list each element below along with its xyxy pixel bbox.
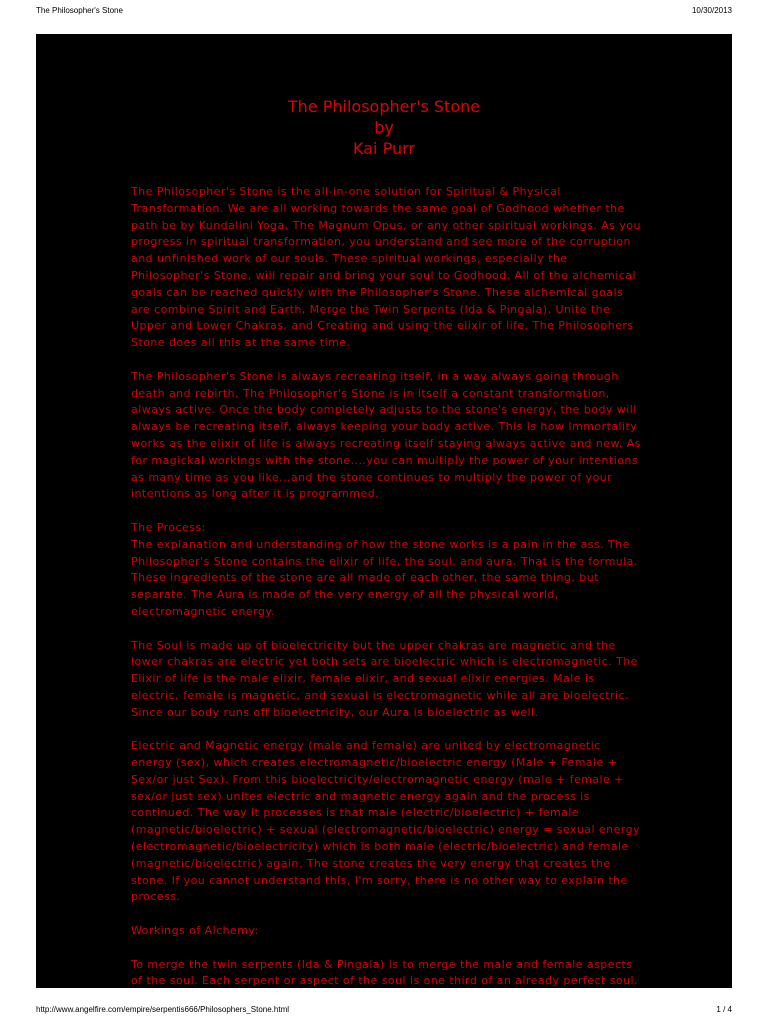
paragraph: To merge the twin serpents (Ida & Pingala) is to merge the male and female aspects of the soul. Each serpent or aspect of the soul is one third of an already perfect soul.	[131, 957, 638, 988]
print-footer-page-number: 1 / 4	[716, 1005, 732, 1014]
print-footer	[36, 1005, 732, 1017]
paragraph: Electric and Magnetic energy (male and female) are united by electromagnetic energy (sex), which creates electromagnetic/bioelectric energy (Male + Female + Sex/or just Sex). From this bioelectricity/electromagnetic energy (male + female + sex/or just sex) unites electric and magnetic energy again and the process is continued. The way it processes is that male (electric/bioelectric) + female (magnetic/bioelectric) + sexual (electromagnetic/bioelectric) energy = sexual energy (electromagnetic/bioelectricity) which is both male (electric/bioelectric) and female (magnetic/bioelectric) again. The stone creates the very energy that creates the stone. If you cannot understand this, I'm sorry, there is no other way to explain the process.	[131, 739, 640, 904]
paragraph: The explanation and understanding of how the stone works is a pain in the ass. The Philosopher's Stone contains the elixir of life, the soul, and aura. That is the formula. These ingredients of the stone are all made of each other, the same thing, but separate. The Aura is made of the very energy of all the physical world, electromagnetic energy.	[131, 537, 638, 618]
document-byline: by	[374, 118, 394, 137]
section-heading-process: The Process:	[131, 520, 206, 534]
document-body	[131, 184, 641, 988]
paragraph: The Philosopher's Stone is always recreating itself, in a way always going through death and rebirth. The Philosopher's Stone is in itself a constant transformation, always active. Once the body completely adjusts to the stone's energy, the body will always be recreating itself, always keeping your body active. This is how Immortality works as the elixir of life is always recreating itself staying always active and new. As for magickal workings with the stone....you can multiply the power of your intentions as many time as you like...and the stone continues to multiply the power of your intentions as long after it is programmed.	[131, 369, 641, 501]
paragraph: The Philosopher's Stone is the all-in-one solution for Spiritual & Physical Transformation. We are all working towards the same goal of Godhood whether the path be by Kundalini Yoga, The Magnum Opus, or any other spiritual workings. As you progress in spiritual transformation, you understand and see more of the corruption and unfinished work of our souls. These spiritual workings, especially the Philosopher's Stone, will repair and bring your soul to Godhood. All of the alchemical goals can be reached quickly with the Philosopher's Stone. These alchemical goals are combine Spirit and Earth, Merge the Twin Serpents (Ida & Pingala), Unite the Upper and Lower Chakras, and Creating and using the elixir of life. The Philosophers Stone does all this at the same time.	[131, 185, 641, 350]
document-title	[36, 96, 732, 159]
section-heading-alchemy: Workings of Alchemy:	[131, 924, 259, 938]
print-header-title: The Philosopher's Stone	[36, 6, 123, 15]
print-footer-url: http://www.angelfire.com/empire/serpentis666/Philosophers_Stone.html	[36, 1005, 290, 1014]
print-header	[36, 6, 732, 18]
document-author: Kai Purr	[353, 139, 415, 158]
print-header-date: 10/30/2013	[691, 6, 732, 15]
document-title-line: The Philosopher's Stone	[287, 97, 481, 116]
paragraph: The Soul is made up of bioelectricity but the upper chakras are magnetic and the lower chakras are electric yet both sets are bioelectric which is electromagnetic. The Elixir of life is the male elixir, female elixir, and sexual elixir energies. Male is electric, female is magnetic, and sexual is electromagnetic while all are bioelectric. Since our body runs off bioelectricity, our Aura is bioelectric as well.	[131, 638, 638, 719]
document-page	[36, 34, 732, 988]
